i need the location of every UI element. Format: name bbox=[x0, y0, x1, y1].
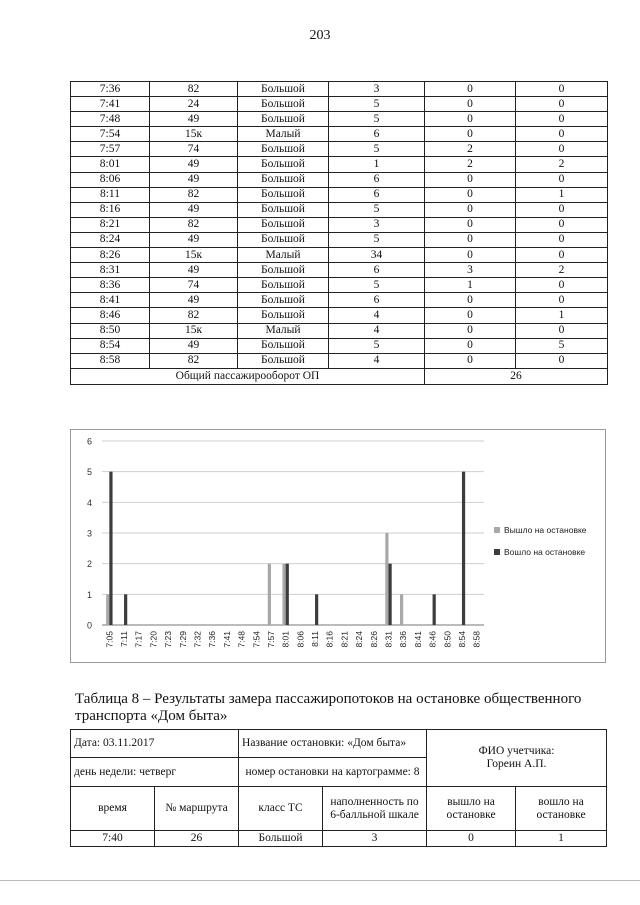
cell-occupancy: 6 bbox=[329, 187, 425, 202]
bar-exited bbox=[400, 594, 403, 625]
row-occupancy: 3 bbox=[323, 831, 427, 847]
legend-swatch bbox=[494, 549, 500, 555]
cell-occupancy: 5 bbox=[329, 97, 425, 112]
table-row bbox=[71, 97, 608, 112]
cell-vehicle-class: Малый bbox=[238, 127, 329, 142]
table-row bbox=[71, 323, 608, 338]
x-tick-label: 8:54 bbox=[456, 631, 467, 648]
cell-exited: 0 bbox=[425, 112, 516, 127]
cell-occupancy: 6 bbox=[329, 127, 425, 142]
cell-exited: 2 bbox=[425, 157, 516, 172]
x-tick-label: 7:48 bbox=[236, 631, 247, 648]
cell-time: 8:26 bbox=[71, 248, 150, 263]
cell-entered: 0 bbox=[516, 142, 608, 157]
x-tick-label: 8:46 bbox=[427, 631, 438, 648]
stop-name-cell: Название остановки: «Дом быта» bbox=[239, 730, 427, 758]
cell-time: 8:11 bbox=[71, 187, 150, 202]
table-row bbox=[71, 82, 608, 97]
cell-entered: 0 bbox=[516, 232, 608, 247]
cell-vehicle-class: Большой bbox=[238, 157, 329, 172]
y-tick-label: 1 bbox=[86, 589, 92, 600]
row-entered: 1 bbox=[516, 831, 607, 847]
cell-vehicle-class: Большой bbox=[238, 97, 329, 112]
cell-time: 8:06 bbox=[71, 172, 150, 187]
bar-entered bbox=[389, 564, 392, 625]
x-tick-label: 7:57 bbox=[265, 631, 276, 648]
cell-occupancy: 4 bbox=[329, 353, 425, 368]
bar-exited bbox=[282, 564, 285, 625]
cell-route: 82 bbox=[150, 187, 238, 202]
bar-entered bbox=[315, 594, 318, 625]
x-tick-label: 8:16 bbox=[324, 631, 335, 648]
cell-time: 8:31 bbox=[71, 263, 150, 278]
table-row bbox=[71, 202, 608, 217]
table-row bbox=[71, 248, 608, 263]
table-row bbox=[71, 217, 608, 232]
cell-occupancy: 3 bbox=[329, 82, 425, 97]
cell-vehicle-class: Большой bbox=[238, 338, 329, 353]
table-row bbox=[71, 187, 608, 202]
x-tick-label: 7:20 bbox=[148, 631, 159, 648]
bar-exited bbox=[106, 594, 109, 625]
cell-entered: 2 bbox=[516, 263, 608, 278]
counter-name: Гореин А.П. bbox=[486, 758, 547, 770]
table-row bbox=[71, 308, 608, 323]
cell-route: 24 bbox=[150, 97, 238, 112]
cell-time: 8:46 bbox=[71, 308, 150, 323]
date-cell: Дата: 03.11.2017 bbox=[71, 730, 239, 758]
x-tick-label: 8:58 bbox=[471, 631, 482, 648]
cell-entered: 0 bbox=[516, 293, 608, 308]
cell-occupancy: 6 bbox=[329, 172, 425, 187]
chart-svg bbox=[70, 429, 606, 663]
total-row bbox=[71, 368, 608, 384]
bar-entered bbox=[124, 594, 127, 625]
cell-route: 82 bbox=[150, 353, 238, 368]
cell-route: 15к bbox=[150, 323, 238, 338]
cell-vehicle-class: Большой bbox=[238, 202, 329, 217]
cell-vehicle-class: Большой bbox=[238, 82, 329, 97]
y-tick-label: 3 bbox=[86, 528, 92, 539]
cell-time: 7:48 bbox=[71, 112, 150, 127]
header-route: № маршрута bbox=[155, 787, 239, 831]
x-tick-label: 7:23 bbox=[163, 631, 174, 648]
cell-exited: 0 bbox=[425, 308, 516, 323]
x-tick-label: 7:41 bbox=[221, 631, 232, 648]
cell-route: 49 bbox=[150, 232, 238, 247]
legend-swatch bbox=[494, 527, 500, 533]
cell-time: 8:50 bbox=[71, 323, 150, 338]
cell-route: 49 bbox=[150, 338, 238, 353]
row-time: 7:40 bbox=[71, 831, 155, 847]
y-tick-label: 0 bbox=[86, 620, 92, 631]
chart-frame bbox=[71, 430, 606, 663]
table-row bbox=[71, 278, 608, 293]
bar-entered bbox=[286, 564, 289, 625]
cell-entered: 0 bbox=[516, 353, 608, 368]
table-row bbox=[71, 263, 608, 278]
cell-exited: 0 bbox=[425, 82, 516, 97]
cell-exited: 0 bbox=[425, 172, 516, 187]
header-time: время bbox=[71, 787, 155, 831]
x-tick-label: 8:11 bbox=[310, 631, 321, 647]
x-tick-label: 7:54 bbox=[251, 631, 262, 648]
weekday-cell: день недели: четверг bbox=[71, 758, 239, 787]
cell-exited: 0 bbox=[425, 202, 516, 217]
cell-occupancy: 4 bbox=[329, 323, 425, 338]
cell-vehicle-class: Большой bbox=[238, 278, 329, 293]
cell-route: 49 bbox=[150, 172, 238, 187]
header-entered: вошло на остановке bbox=[516, 787, 607, 831]
cell-entered: 0 bbox=[516, 217, 608, 232]
cell-time: 8:54 bbox=[71, 338, 150, 353]
total-value: 26 bbox=[425, 368, 608, 384]
total-label: Общий пассажирооборот ОП bbox=[71, 368, 425, 384]
x-tick-label: 7:17 bbox=[133, 631, 144, 648]
x-tick-label: 8:50 bbox=[442, 631, 453, 648]
table-8-caption bbox=[75, 691, 609, 725]
cell-entered: 0 bbox=[516, 127, 608, 142]
x-tick-label: 7:32 bbox=[192, 631, 203, 648]
cell-vehicle-class: Большой bbox=[238, 232, 329, 247]
cell-exited: 3 bbox=[425, 263, 516, 278]
cell-exited: 0 bbox=[425, 248, 516, 263]
x-tick-label: 8:06 bbox=[295, 631, 306, 648]
caption-line-1: Таблица 8 – Результаты замера пассажиропотоков на остановке общественного bbox=[75, 691, 582, 707]
x-tick-label: 8:01 bbox=[280, 631, 291, 648]
header-exited: вышло на остановке bbox=[427, 787, 516, 831]
cell-vehicle-class: Большой bbox=[238, 217, 329, 232]
row-exited: 0 bbox=[427, 831, 516, 847]
bar-entered bbox=[433, 594, 436, 625]
table-row bbox=[71, 232, 608, 247]
x-tick-label: 7:11 bbox=[119, 631, 130, 647]
bar-exited bbox=[385, 533, 388, 625]
cell-entered: 0 bbox=[516, 82, 608, 97]
cell-occupancy: 5 bbox=[329, 202, 425, 217]
cell-vehicle-class: Большой bbox=[238, 187, 329, 202]
cell-entered: 1 bbox=[516, 187, 608, 202]
cell-route: 74 bbox=[150, 278, 238, 293]
counter-label: ФИО учетчика: bbox=[478, 745, 555, 757]
cell-entered: 0 bbox=[516, 97, 608, 112]
cell-time: 8:36 bbox=[71, 278, 150, 293]
y-tick-label: 6 bbox=[86, 436, 92, 447]
cell-exited: 0 bbox=[425, 187, 516, 202]
x-tick-label: 7:29 bbox=[177, 631, 188, 648]
cell-exited: 2 bbox=[425, 142, 516, 157]
x-tick-label: 8:24 bbox=[354, 631, 365, 648]
cell-exited: 0 bbox=[425, 232, 516, 247]
cell-exited: 0 bbox=[425, 353, 516, 368]
cell-exited: 0 bbox=[425, 217, 516, 232]
passenger-count-table bbox=[70, 81, 608, 385]
cell-occupancy: 5 bbox=[329, 232, 425, 247]
cell-entered: 0 bbox=[516, 202, 608, 217]
y-tick-label: 4 bbox=[86, 497, 92, 508]
table-row bbox=[71, 353, 608, 368]
header-vehicle-class: класс ТС bbox=[239, 787, 323, 831]
x-tick-label: 8:21 bbox=[339, 631, 350, 648]
x-tick-label: 7:36 bbox=[207, 631, 218, 648]
bar-entered bbox=[109, 472, 112, 625]
table-row bbox=[71, 338, 608, 353]
cell-route: 49 bbox=[150, 202, 238, 217]
cell-occupancy: 5 bbox=[329, 142, 425, 157]
x-tick-label: 8:31 bbox=[383, 631, 394, 648]
bottom-rule bbox=[0, 880, 640, 881]
table-row bbox=[71, 112, 608, 127]
cell-entered: 2 bbox=[516, 157, 608, 172]
cell-occupancy: 6 bbox=[329, 293, 425, 308]
legend-label: Вошло на остановке bbox=[504, 547, 586, 557]
x-tick-label: 8:36 bbox=[398, 631, 409, 648]
cell-route: 15к bbox=[150, 248, 238, 263]
page-number: 203 bbox=[309, 28, 331, 43]
table-row bbox=[71, 172, 608, 187]
cell-exited: 0 bbox=[425, 338, 516, 353]
cell-entered: 0 bbox=[516, 172, 608, 187]
table-row bbox=[71, 127, 608, 142]
cell-time: 8:16 bbox=[71, 202, 150, 217]
stop-number-cell: номер остановки на картограмме: 8 bbox=[239, 758, 427, 787]
cell-entered: 0 bbox=[516, 323, 608, 338]
cell-vehicle-class: Большой bbox=[238, 112, 329, 127]
counter-cell bbox=[427, 730, 607, 787]
cell-vehicle-class: Большой bbox=[238, 172, 329, 187]
cell-route: 82 bbox=[150, 82, 238, 97]
cell-time: 8:24 bbox=[71, 232, 150, 247]
cell-exited: 0 bbox=[425, 97, 516, 112]
cell-vehicle-class: Большой bbox=[238, 142, 329, 157]
cell-time: 7:36 bbox=[71, 82, 150, 97]
y-tick-label: 2 bbox=[86, 559, 92, 570]
cell-time: 7:57 bbox=[71, 142, 150, 157]
cell-exited: 1 bbox=[425, 278, 516, 293]
cell-exited: 0 bbox=[425, 293, 516, 308]
x-tick-label: 8:26 bbox=[368, 631, 379, 648]
cell-exited: 0 bbox=[425, 127, 516, 142]
cell-exited: 0 bbox=[425, 323, 516, 338]
cell-time: 8:01 bbox=[71, 157, 150, 172]
cell-occupancy: 5 bbox=[329, 278, 425, 293]
cell-occupancy: 6 bbox=[329, 263, 425, 278]
caption-line-2: транспорта «Дом быта» bbox=[75, 708, 228, 724]
cell-route: 49 bbox=[150, 263, 238, 278]
cell-vehicle-class: Малый bbox=[238, 323, 329, 338]
cell-occupancy: 4 bbox=[329, 308, 425, 323]
table-row bbox=[71, 157, 608, 172]
cell-entered: 0 bbox=[516, 248, 608, 263]
cell-route: 82 bbox=[150, 308, 238, 323]
bar-entered bbox=[462, 472, 465, 625]
y-tick-label: 5 bbox=[86, 467, 92, 478]
bar-exited bbox=[268, 564, 271, 625]
cell-entered: 0 bbox=[516, 112, 608, 127]
cell-vehicle-class: Большой bbox=[238, 353, 329, 368]
cell-time: 8:21 bbox=[71, 217, 150, 232]
cell-time: 8:41 bbox=[71, 293, 150, 308]
table-8 bbox=[70, 729, 607, 847]
cell-entered: 0 bbox=[516, 278, 608, 293]
cell-time: 7:54 bbox=[71, 127, 150, 142]
row-route: 26 bbox=[155, 831, 239, 847]
cell-vehicle-class: Большой bbox=[238, 293, 329, 308]
x-tick-label: 8:41 bbox=[412, 631, 423, 648]
cell-vehicle-class: Большой bbox=[238, 263, 329, 278]
table-row bbox=[71, 142, 608, 157]
cell-occupancy: 5 bbox=[329, 338, 425, 353]
cell-route: 15к bbox=[150, 127, 238, 142]
cell-vehicle-class: Большой bbox=[238, 308, 329, 323]
cell-route: 82 bbox=[150, 217, 238, 232]
cell-occupancy: 5 bbox=[329, 112, 425, 127]
cell-route: 49 bbox=[150, 157, 238, 172]
cell-occupancy: 1 bbox=[329, 157, 425, 172]
row-vehicle-class: Большой bbox=[239, 831, 323, 847]
cell-route: 49 bbox=[150, 293, 238, 308]
header-occupancy: наполненность по 6-балльной шкале bbox=[323, 787, 427, 831]
cell-occupancy: 3 bbox=[329, 217, 425, 232]
cell-time: 8:58 bbox=[71, 353, 150, 368]
cell-entered: 5 bbox=[516, 338, 608, 353]
x-tick-label: 7:05 bbox=[104, 631, 115, 648]
legend-label: Вышло на остановке bbox=[504, 525, 587, 535]
cell-route: 49 bbox=[150, 112, 238, 127]
cell-route: 74 bbox=[150, 142, 238, 157]
cell-entered: 1 bbox=[516, 308, 608, 323]
table-row bbox=[71, 293, 608, 308]
cell-time: 7:41 bbox=[71, 97, 150, 112]
cell-occupancy: 34 bbox=[329, 248, 425, 263]
cell-vehicle-class: Малый bbox=[238, 248, 329, 263]
passenger-flow-chart bbox=[70, 429, 606, 663]
